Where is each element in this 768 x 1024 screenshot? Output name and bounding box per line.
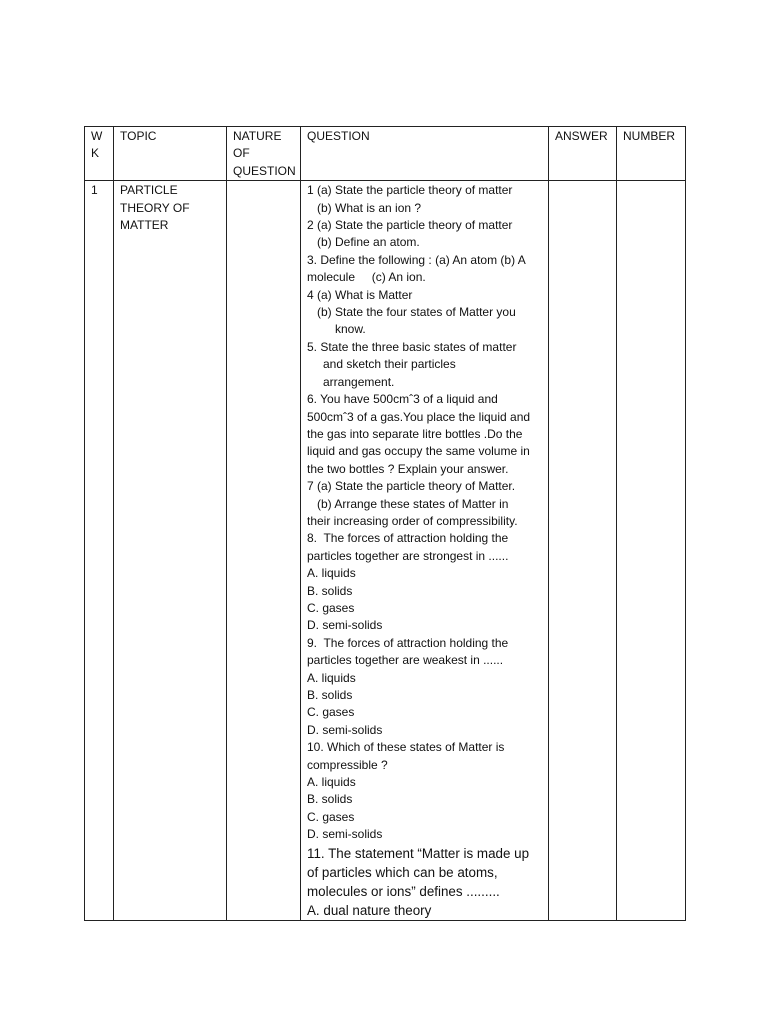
question-line: the two bottles ? Explain your answer.	[307, 461, 509, 476]
question-line: molecules or ions” defines .........	[307, 883, 500, 899]
cell-topic: PARTICLE THEORY OF MATTER	[114, 181, 227, 920]
question-line: B. solids	[307, 583, 353, 598]
question-line: (b) Define an atom.	[317, 235, 420, 250]
question-line: (b) Arrange these states of Matter in	[317, 496, 509, 511]
question-line: molecule (c) An ion.	[307, 270, 426, 285]
question-line: arrangement.	[323, 374, 395, 389]
question-line: 4 (a) What is Matter	[307, 287, 413, 302]
header-nature-of-question: NATURE OF QUESTION	[227, 127, 301, 181]
question-line: 8. The forces of attraction holding the	[307, 531, 509, 546]
question-line: D. semi-solids	[307, 618, 383, 633]
question-line: C. gases	[307, 809, 355, 824]
question-line: particles together are weakest in ......	[307, 653, 504, 668]
question-line: A. dual nature theory	[307, 902, 432, 918]
question-table	[84, 126, 686, 921]
question-line: C. gases	[307, 600, 355, 615]
question-line: A. liquids	[307, 566, 356, 581]
cell-nature	[227, 181, 301, 920]
question-line: 10. Which of these states of Matter is	[307, 740, 505, 755]
question-line: the gas into separate litre bottles .Do the	[307, 426, 523, 441]
question-line: A. liquids	[307, 670, 356, 685]
question-line: 9. The forces of attraction holding the	[307, 635, 509, 650]
header-topic: TOPIC	[114, 127, 227, 181]
question-line: particles together are strongest in ......	[307, 548, 509, 563]
question-line: 500cmˆ3 of a gas.You place the liquid and	[307, 409, 531, 424]
question-line: know.	[335, 322, 366, 337]
question-line: 3. Define the following : (a) An atom (b) A	[307, 252, 526, 267]
question-line: (b) What is an ion ?	[317, 200, 422, 215]
header-number: NUMBER	[617, 127, 686, 181]
question-line: D. semi-solids	[307, 827, 383, 842]
question-line: compressible ?	[307, 757, 388, 772]
question-line: 6. You have 500cmˆ3 of a liquid and	[307, 392, 498, 407]
table-row	[85, 181, 686, 920]
question-line: 7 (a) State the particle theory of Matter.	[307, 479, 516, 494]
question-line: D. semi-solids	[307, 722, 383, 737]
question-line: B. solids	[307, 792, 353, 807]
question-line: C. gases	[307, 705, 355, 720]
question-line: 11. The statement “Matter is made up	[307, 845, 530, 861]
question-line: B. solids	[307, 688, 353, 702]
question-line: and sketch their particles	[323, 357, 456, 372]
header-answer: ANSWER	[549, 127, 617, 181]
question-line: of particles which can be atoms,	[307, 864, 498, 880]
cell-answer	[549, 181, 617, 920]
question-line: A. liquids	[307, 775, 356, 790]
cell-week: 1	[85, 181, 114, 920]
header-wk: W K	[85, 127, 114, 181]
cell-number	[617, 181, 686, 920]
question-line: 2 (a) State the particle theory of matter	[307, 218, 513, 233]
question-line: their increasing order of compressibility.	[307, 513, 518, 528]
question-line: 5. State the three basic states of matter	[307, 339, 517, 354]
header-question: QUESTION	[301, 127, 549, 181]
question-line: (b) State the four states of Matter you	[317, 305, 516, 320]
table-header-row	[85, 127, 686, 181]
question-line: liquid and gas occupy the same volume in	[307, 444, 530, 459]
cell-questions	[301, 181, 549, 920]
question-line: 1 (a) State the particle theory of matter	[307, 183, 513, 198]
